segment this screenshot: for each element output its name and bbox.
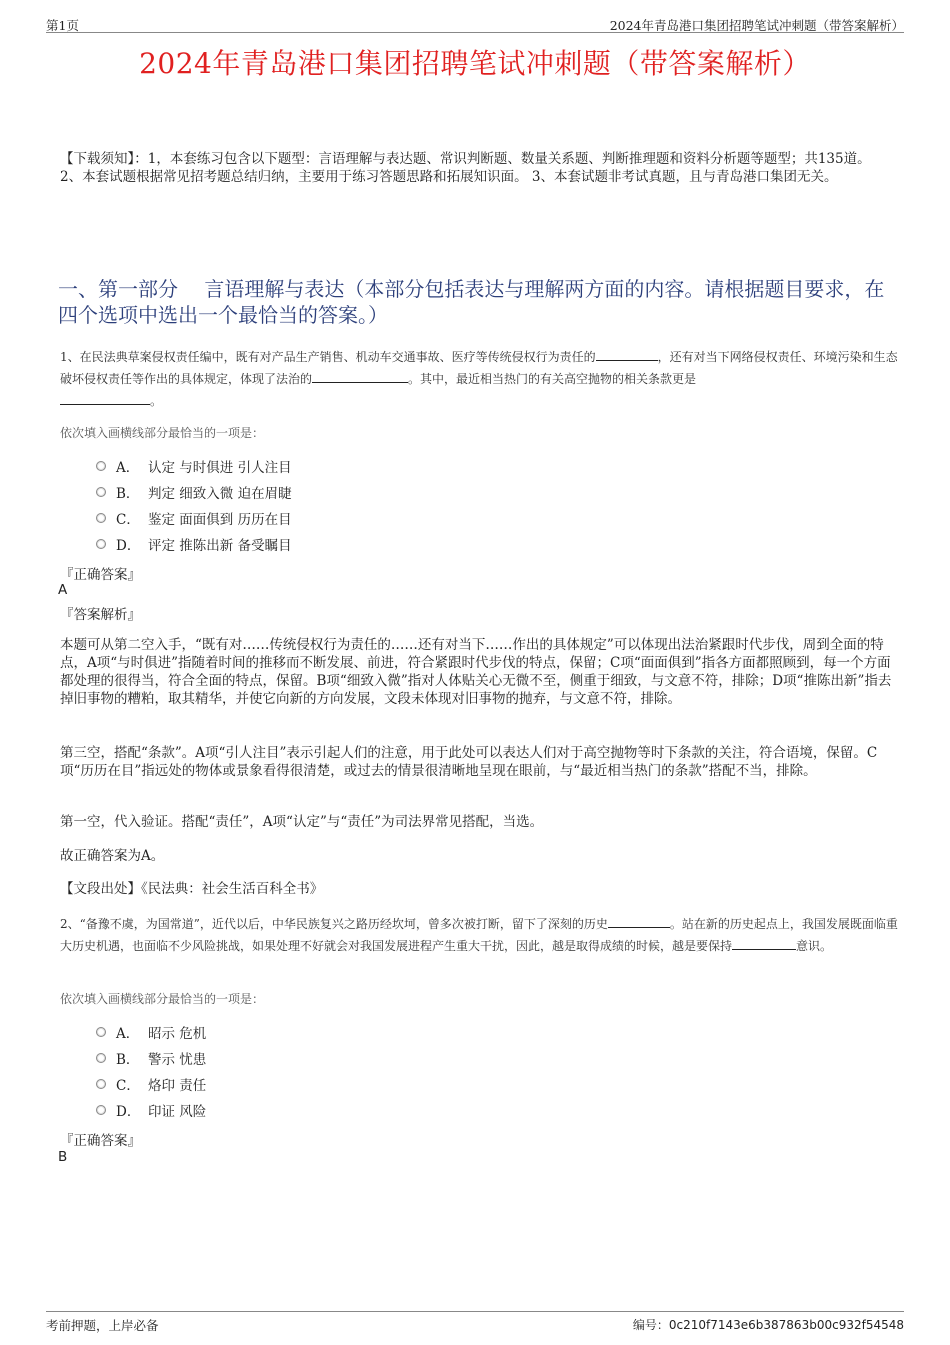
download-notice: 【下载须知】：1，本套练习包含以下题型：言语理解与表达题、常识判断题、数量关系题、判断推理题和资料分析题等题型；共135道。 2、本套试题根据常见招考题总结归纳，主要用于练习答题思路和拓展知识面。 3、本套试题非考试真题，且与青岛港口集团无关。 bbox=[60, 151, 871, 185]
option-a[interactable]: A． 认定 与时俱进 引人注目 bbox=[96, 453, 292, 479]
radio-icon[interactable] bbox=[96, 1027, 106, 1037]
analysis-paragraph: 第一空，代入验证。搭配“责任”，A项“认定”与“责任”为司法界常见搭配，当选。 bbox=[60, 814, 544, 830]
answer-value: A bbox=[58, 582, 68, 598]
page-header bbox=[46, 14, 904, 33]
blank-1 bbox=[608, 913, 670, 928]
blank-2 bbox=[312, 368, 408, 383]
document-title: 2024年青岛港口集团招聘笔试冲刺题（带答案解析） bbox=[139, 47, 811, 80]
document-id: 编号：0c210f7143e6b387863b00c932f54548 bbox=[632, 1318, 904, 1332]
radio-icon[interactable] bbox=[96, 1105, 106, 1115]
question-1-options bbox=[96, 453, 292, 557]
option-b[interactable]: B． 警示 忧患 bbox=[96, 1045, 206, 1071]
option-d[interactable]: D． 印证 风险 bbox=[96, 1097, 206, 1123]
radio-icon[interactable] bbox=[96, 487, 106, 497]
option-c[interactable]: C． 烙印 责任 bbox=[96, 1071, 206, 1097]
analysis-label: 『答案解析』 bbox=[60, 607, 141, 623]
question-1-prompt: 依次填入画横线部分最恰当的一项是： bbox=[60, 426, 265, 440]
blank-3 bbox=[60, 390, 150, 405]
radio-icon[interactable] bbox=[96, 1079, 106, 1089]
option-a[interactable]: A． 昭示 危机 bbox=[96, 1019, 206, 1045]
source-citation: 【文段出处】《民法典：社会生活百科全书》 bbox=[60, 881, 324, 897]
question-1-text: 1、在民法典草案侵权责任编中，既有对产品生产销售、机动车交通事故、医疗等传统侵权行为责任的 ，还有对当下网络侵权责任、环境污染和生态破坏侵权责任等作出的具体规定，体现了法治的 。其中，最近相当热门的有关高空抛物的相关条款更是 。 bbox=[60, 346, 904, 412]
option-b[interactable]: B． 判定 细致入微 迫在眉睫 bbox=[96, 479, 292, 505]
radio-icon[interactable] bbox=[96, 461, 106, 471]
radio-icon[interactable] bbox=[96, 539, 106, 549]
header-doc-title: 2024年青岛港口集团招聘笔试冲刺题（带答案解析） bbox=[609, 18, 904, 33]
radio-icon[interactable] bbox=[96, 513, 106, 523]
answer-label: 『正确答案』 bbox=[60, 567, 141, 583]
option-c[interactable]: C． 鉴定 面面俱到 历历在目 bbox=[96, 505, 292, 531]
answer-label: 『正确答案』 bbox=[60, 1133, 141, 1149]
answer-value: B bbox=[58, 1149, 68, 1165]
page-footer bbox=[46, 1311, 904, 1334]
question-2-text: 2、“备豫不虞，为国常道”，近代以后，中华民族复兴之路历经坎坷，曾多次被打断，留下了深刻的历史 。站在新的历史起点上，我国发展既面临重大历史机遇，也面临不少风险挑战，如果处理不好就会对我国发展进程产生重大干扰，因此，越是取得成绩的时候，越是要保持 意识。 bbox=[60, 913, 904, 957]
analysis-paragraph: 故正确答案为A。 bbox=[60, 848, 165, 864]
question-2-options bbox=[96, 1019, 206, 1123]
analysis-paragraph: 第三空，搭配“条款”。A项“引人注目”表示引起人们的注意，用于此处可以表达人们对于高空抛物等时下条款的关注，符合语境，保留。C项“历历在目”指远处的物体或景象看得很清楚，或过去的情景很清晰地呈现在眼前，与“最近相当热门的条款”搭配不当，排除。 bbox=[60, 745, 878, 779]
section-title: 一、第一部分 言语理解与表达（本部分包括表达与理解两方面的内容。请根据题目要求，在四个选项中选出一个最恰当的答案。） bbox=[58, 277, 885, 327]
footer-slogan: 考前押题，上岸必备 bbox=[46, 1318, 159, 1333]
blank-1 bbox=[596, 346, 658, 361]
blank-2 bbox=[732, 935, 796, 950]
question-2-prompt: 依次填入画横线部分最恰当的一项是： bbox=[60, 992, 265, 1006]
analysis-paragraph: 本题可从第二空入手，“既有对……传统侵权行为责任的……还有对当下……作出的具体规定”可以体现出法治紧跟时代步伐，周到全面的特点，A项“与时俱进”指随着时间的推移而不断发展、前进，符合紧跟时代步伐的特点，保留；C项“面面俱到”指各方面都照顾到，每一个方面都处理的很得当，符合全面的特点，保留。B项“细致入微”指对人体贴关心无微不至，侧重于细致，与文意不符，排除；D项“推陈出新”指去掉旧事物的糟粕，取其精华，并使它向新的方向发展，文段未体现对旧事物的抛弃，与文意不符，排除。 bbox=[60, 637, 892, 707]
option-d[interactable]: D． 评定 推陈出新 备受瞩目 bbox=[96, 531, 292, 557]
radio-icon[interactable] bbox=[96, 1053, 106, 1063]
page-number: 第1页 bbox=[46, 18, 79, 33]
